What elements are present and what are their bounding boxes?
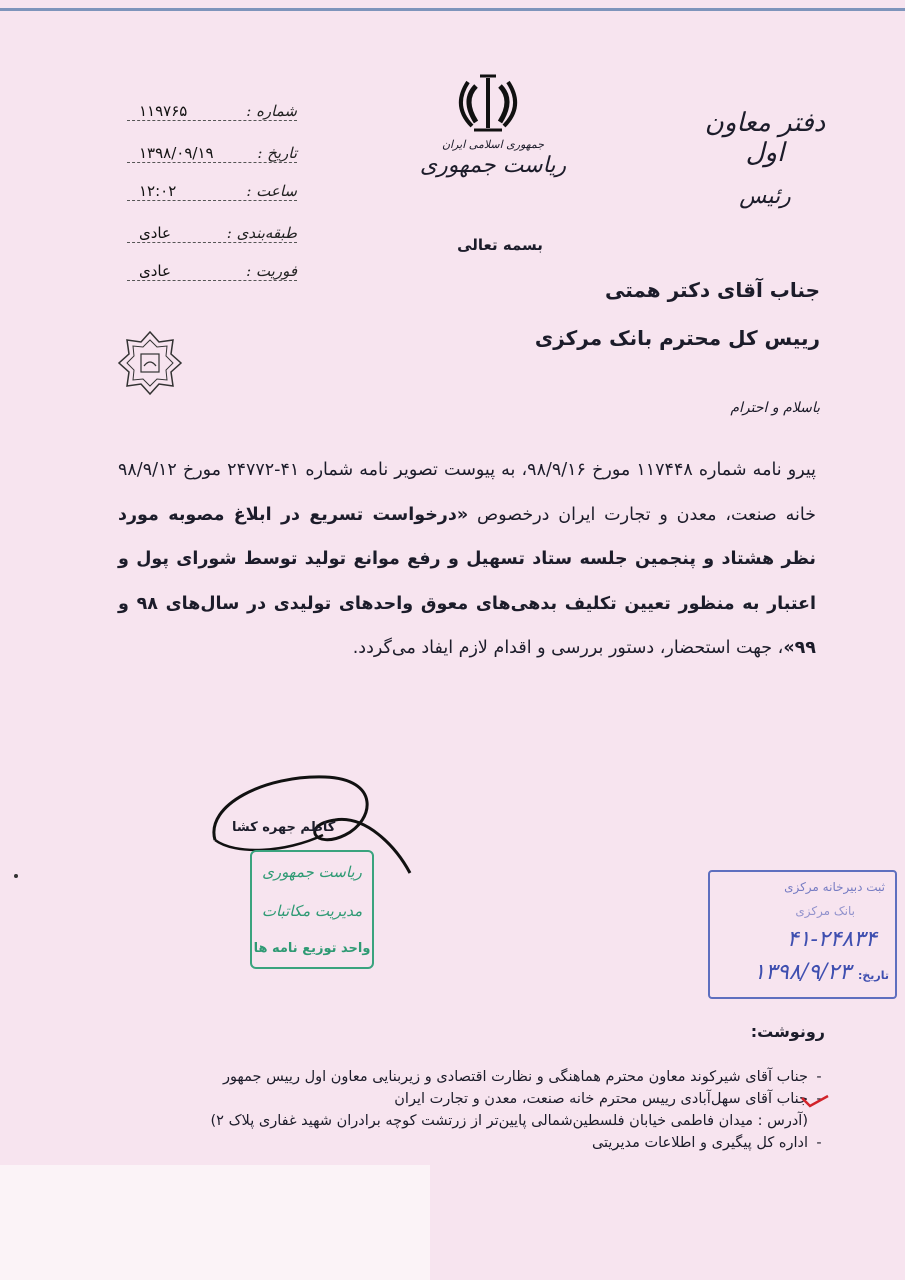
meta-number-value: ۱۱۹۷۶۵ — [139, 102, 188, 120]
office-title: دفتر معاون اول — [704, 108, 826, 168]
republic-line: جمهوری اسلامی ایران — [441, 138, 545, 151]
margin-dot — [14, 874, 18, 878]
body-part3: ، جهت استحضار، دستور بررسی و اقدام لازم ایفاد می‌گردد. — [352, 638, 784, 658]
meta-classification-label: طبقه‌بندی : — [226, 224, 297, 242]
letter-body — [118, 448, 816, 671]
meta-urgency-value: عادی — [139, 262, 171, 280]
office-subtitle: رئیس — [739, 184, 791, 209]
meta-date-label: تاریخ : — [257, 144, 297, 162]
cc-dash: - — [816, 1135, 822, 1151]
cc-list — [130, 1066, 830, 1154]
red-check-mark-icon — [800, 1094, 830, 1108]
blue-stamp-date-value: ۱۳۹۸/۹/۲۳ — [753, 960, 851, 985]
cc-item-text: اداره کل پیگیری و اطلاعات مدیریتی — [591, 1135, 808, 1151]
meta-time-row — [127, 178, 297, 201]
meta-time-label: ساعت : — [246, 182, 297, 200]
paper-fold-area — [0, 1165, 430, 1280]
cc-item-text: (آدرس : میدان فاطمی خیابان فلسطین‌شمالی پایین‌تر از زرتشت کوچه برادران شهید غفاری پلاک ۲) — [210, 1113, 808, 1129]
blue-stamp-line1: ثبت دبیرخانه مرکزی — [784, 880, 885, 894]
blue-stamp-date-label: تاریخ: — [857, 969, 889, 982]
top-border-line — [0, 8, 905, 11]
office-header — [690, 108, 840, 209]
presidency-title-block — [418, 138, 568, 178]
meta-date-row — [127, 140, 297, 163]
cc-item — [130, 1132, 830, 1154]
cc-dash: - — [816, 1091, 822, 1107]
meta-classification-value: عادی — [139, 224, 171, 242]
addressee-title: رییس کل محترم بانک مرکزی — [534, 326, 820, 350]
blue-stamp-line2: بانک مرکزی — [795, 904, 855, 918]
signer-name: کاظم جهره کشا — [232, 820, 336, 835]
presidency-line: ریاست جمهوری — [419, 153, 567, 178]
green-distribution-stamp — [250, 850, 374, 969]
meta-date-value: ۱۳۹۸/۰۹/۱۹ — [139, 144, 214, 162]
blue-stamp-number: ۴۱-۲۴۸۳۴ — [786, 927, 877, 952]
addressee-name: جناب آقای دکتر همتی — [604, 278, 820, 302]
iran-emblem-icon — [454, 72, 522, 142]
body-subject: «درخواست تسریع در ابلاغ مصوبه مورد نظر هشتاد و پنجمین جلسه ستاد تسهیل و رفع موانع تولید توسط شورای پول و اعتبار به منظور تعیین تکلیف بدهی‌های معوق واحدهای تولیدی در سال‌های ۹۸ و ۹۹» — [118, 504, 816, 658]
body-part1: پیرو نامه شماره ۱۱۷۴۴۸ مورخ ۹۸/۹/۱۶، به پیوست تصویر نامه شماره ۴۱-۲۴۷۷۲ مورخ ۹۸/۹/۱۲ خانه صنعت، معدن و تجارت ایران درخصوص — [118, 460, 817, 525]
seal-emblem-icon — [117, 330, 183, 396]
cc-dash: - — [816, 1069, 822, 1085]
cc-title: رونوشت: — [750, 1022, 825, 1041]
cc-item — [130, 1066, 830, 1088]
blue-stamp-date — [753, 960, 889, 985]
meta-number-label: شماره : — [246, 102, 297, 120]
greeting: باسلام و احترام — [730, 400, 820, 416]
meta-urgency-label: فوریت : — [246, 262, 297, 280]
cc-item-text: جناب آقای شیرکوند معاون محترم هماهنگی و نظارت اقتصادی و زیربنایی معاون اول رییس جمهور — [222, 1069, 808, 1085]
green-stamp-line3: واحد توزیع نامه ها — [253, 941, 371, 957]
meta-classification-row — [127, 220, 297, 243]
cc-item-address — [130, 1110, 830, 1132]
green-stamp-line1: ریاست جمهوری — [262, 862, 362, 881]
cc-item-text: جناب آقای سهل‌آبادی رییس محترم خانه صنعت، معدن و تجارت ایران — [394, 1091, 808, 1107]
cc-item — [130, 1088, 830, 1110]
meta-urgency-row — [127, 258, 297, 281]
green-stamp-line2: مدیریت مکاتبات — [261, 901, 363, 920]
meta-number-row — [127, 98, 297, 121]
meta-time-value: ۱۲:۰۲ — [139, 182, 177, 200]
blue-registration-stamp — [708, 870, 897, 999]
bismillah: بسمه تعالی — [457, 236, 543, 254]
